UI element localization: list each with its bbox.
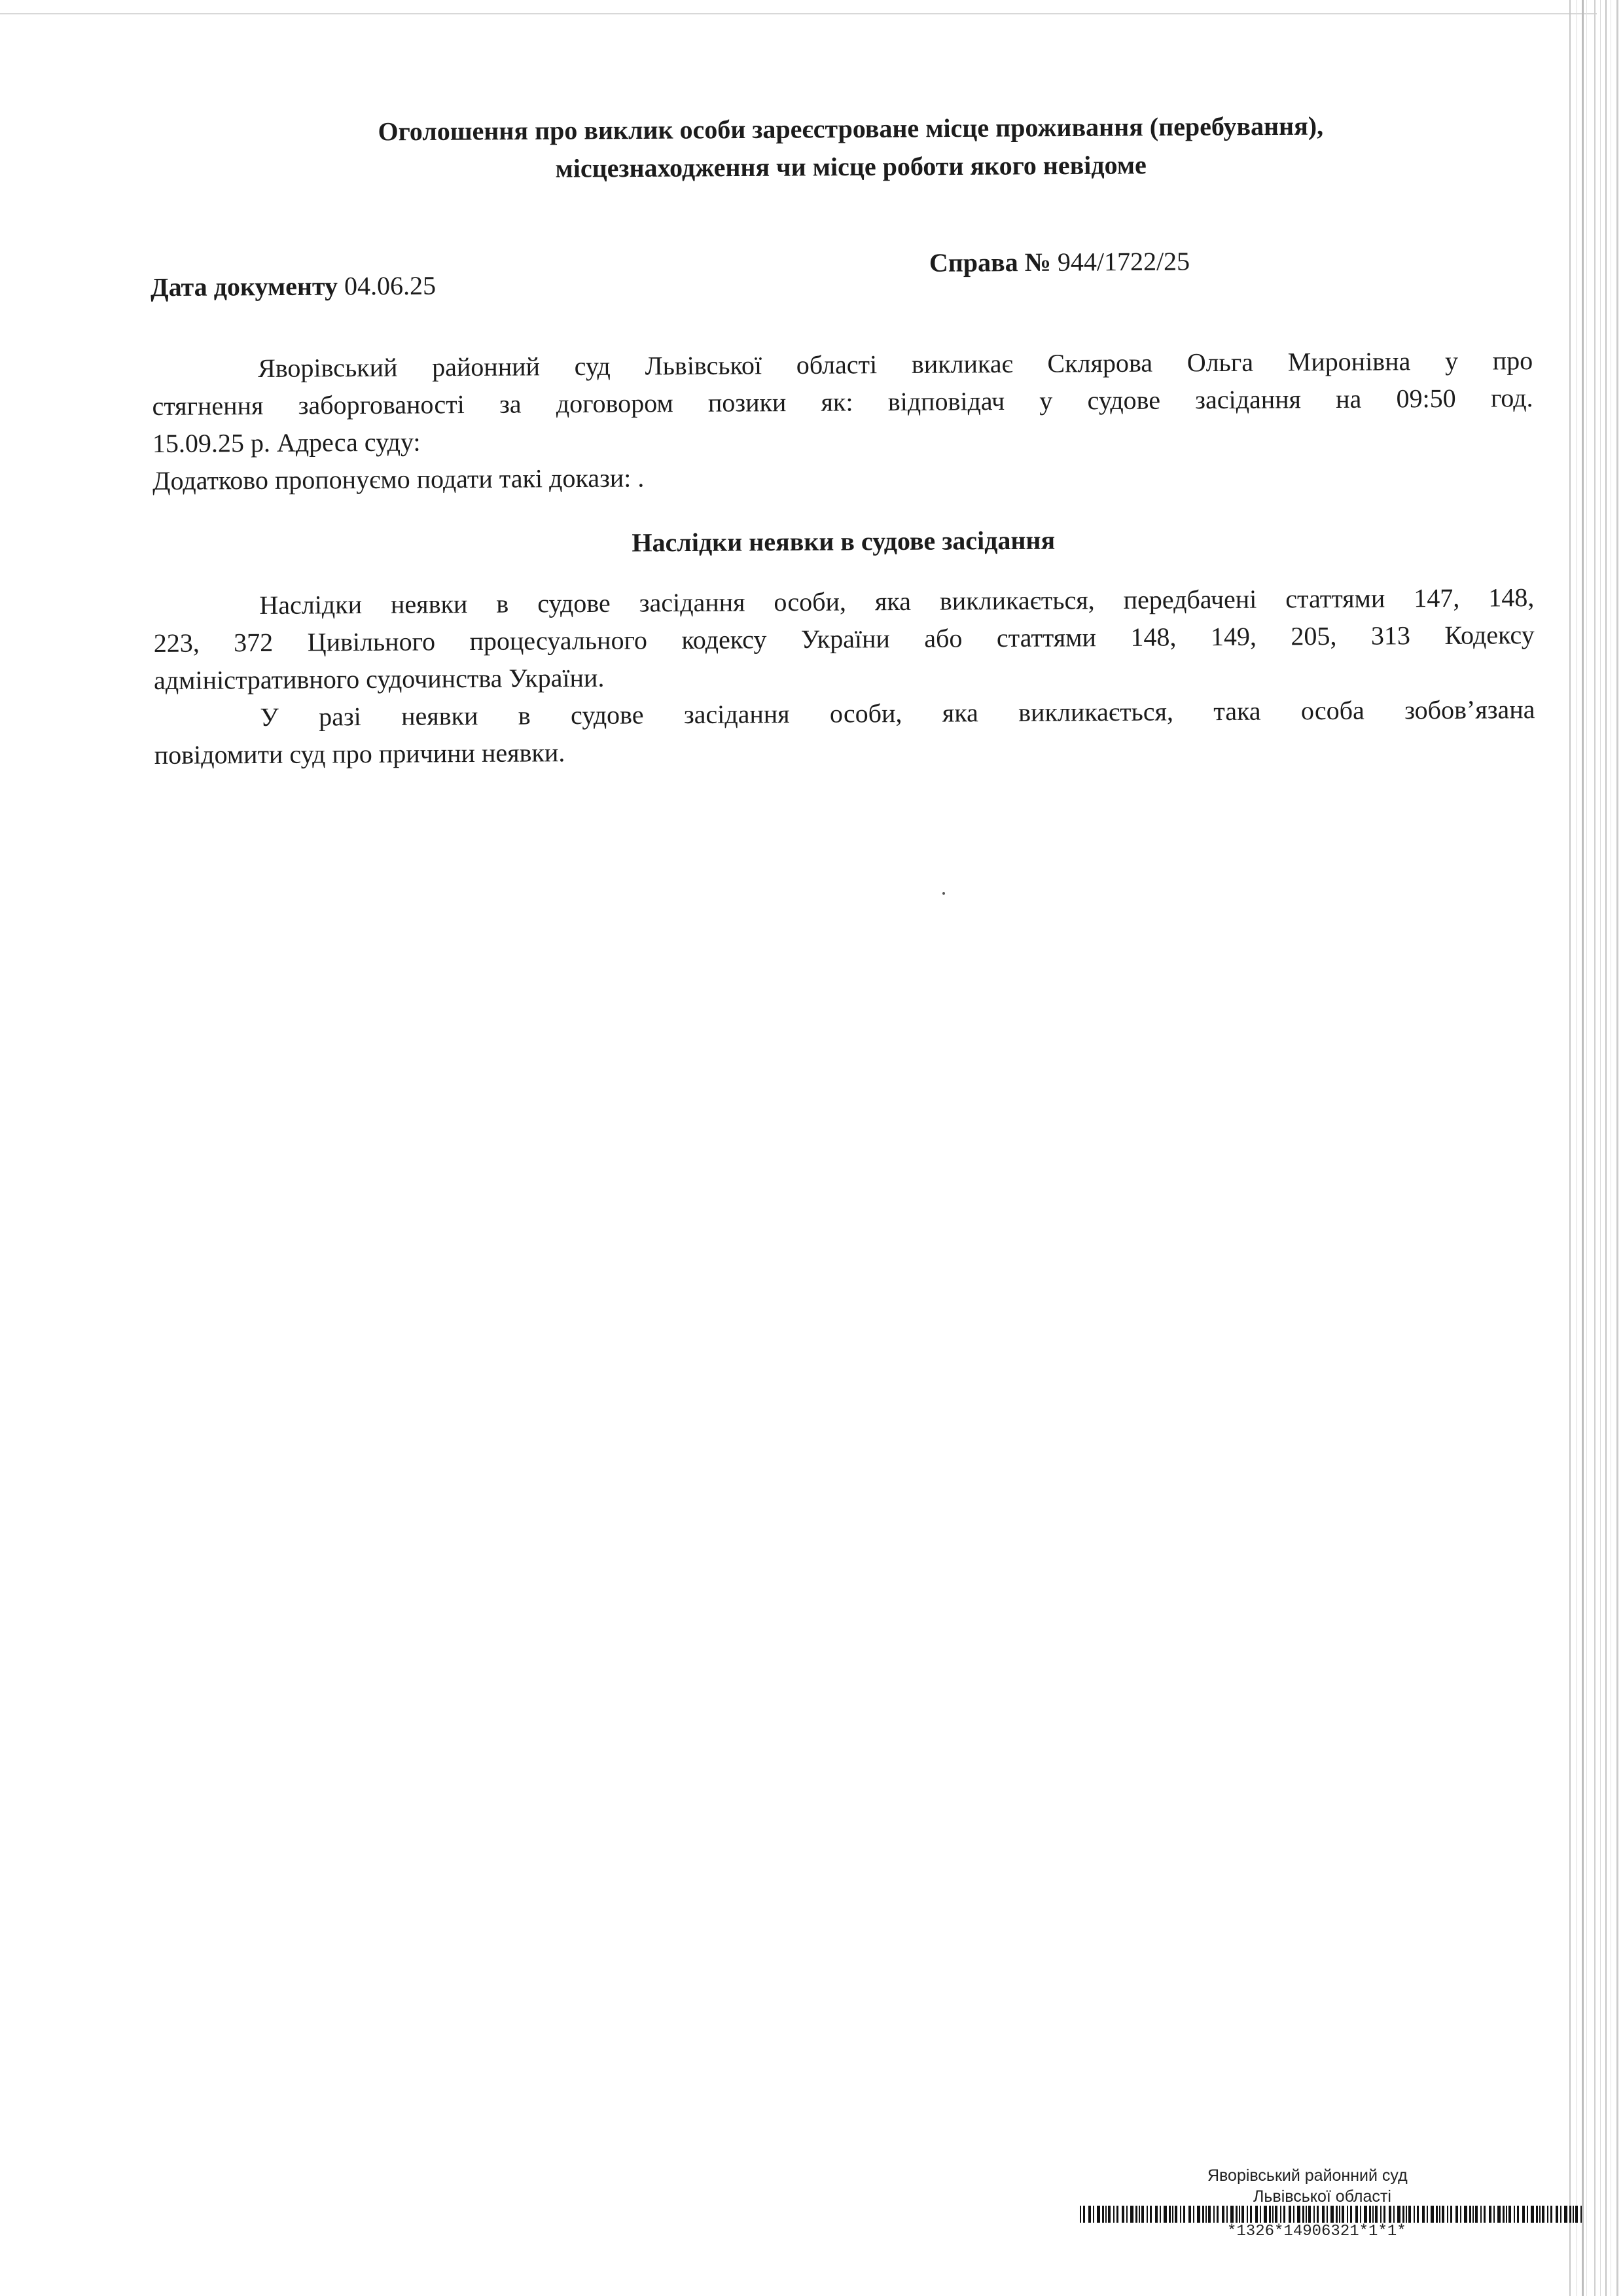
barcode-bar xyxy=(1517,2206,1519,2223)
barcode-bar xyxy=(1336,2206,1338,2223)
barcode-bar xyxy=(1364,2206,1367,2223)
date-label: Дата документу xyxy=(150,271,338,302)
barcode-bar xyxy=(1506,2206,1507,2223)
barcode-bar xyxy=(1230,2206,1234,2223)
barcode-bar xyxy=(1260,2206,1261,2223)
paragraph-3-line-3: адміністративного судочинства України. xyxy=(153,662,605,695)
case-label: Справа № xyxy=(929,247,1052,278)
barcode-bar xyxy=(1139,2206,1140,2223)
date-value: 04.06.25 xyxy=(344,270,437,301)
barcode-bar xyxy=(1369,2206,1371,2223)
barcode-bar xyxy=(1197,2206,1200,2223)
barcode-bar xyxy=(1280,2206,1281,2223)
barcode-bar xyxy=(1542,2206,1544,2223)
barcode-bar xyxy=(1306,2206,1307,2223)
barcode-bar xyxy=(1464,2206,1467,2223)
barcode-bar xyxy=(1406,2206,1407,2223)
barcode-bar xyxy=(1102,2206,1104,2223)
scan-streak xyxy=(1569,0,1571,2296)
barcode-bar xyxy=(1560,2206,1561,2223)
scan-streak xyxy=(1582,0,1584,2296)
barcode-bar xyxy=(1193,2206,1194,2223)
barcode-bar xyxy=(1308,2206,1311,2223)
barcode-bar xyxy=(1493,2206,1495,2223)
title-line-1: Оголошення про виклик особи зареєстроване місце проживання (перебування), xyxy=(378,111,1324,147)
stamp-region: Львівської області xyxy=(1253,2187,1391,2206)
paragraph-1-line-1: Яворівський районний суд Львівської області викликає Склярова Ольга Миронівна у про xyxy=(258,346,1533,384)
paragraph-2: Додатково пропонуємо подати такі докази: . xyxy=(152,463,645,495)
barcode-bar xyxy=(1455,2206,1458,2223)
case-value: 944/1722/25 xyxy=(1057,246,1190,277)
barcode-bar xyxy=(1372,2206,1374,2223)
barcode-bar xyxy=(1175,2206,1177,2223)
document-date xyxy=(151,270,436,303)
barcode-bar xyxy=(1283,2206,1285,2223)
document-title xyxy=(157,106,1545,190)
barcode-bar xyxy=(1484,2206,1486,2223)
scan-streak xyxy=(1616,0,1618,2296)
barcode-bar xyxy=(1460,2206,1461,2223)
barcode-bar xyxy=(1330,2206,1334,2223)
barcode-bar xyxy=(1169,2206,1171,2223)
barcode-bar xyxy=(1313,2206,1315,2223)
case-number xyxy=(929,245,1190,278)
barcode-bar xyxy=(1375,2206,1378,2223)
barcode-bar xyxy=(1302,2206,1304,2223)
scan-streak xyxy=(1586,0,1587,2296)
barcode-bar xyxy=(1355,2206,1358,2223)
barcode-bar xyxy=(1264,2206,1267,2223)
paragraph-4-line-2: повідомити суд про причини неявки. xyxy=(154,738,565,770)
scan-speck xyxy=(942,892,945,895)
barcode-bar xyxy=(1088,2206,1091,2223)
barcode-bar xyxy=(1322,2206,1325,2223)
barcode-bar xyxy=(1442,2206,1444,2223)
barcode-bar xyxy=(1275,2206,1277,2223)
barcode-bar xyxy=(1130,2206,1133,2223)
barcode-bar xyxy=(1241,2206,1244,2223)
barcode-bar xyxy=(1113,2206,1115,2223)
barcode-bar xyxy=(1447,2206,1448,2223)
barcode-bar xyxy=(1205,2206,1207,2223)
barcode-bar xyxy=(1536,2206,1538,2223)
paragraph-1-line-2: стягнення заборгованості за договором позики як: відповідач у судове засідання на 09:50 год. xyxy=(152,383,1533,421)
barcode-bar xyxy=(1236,2206,1238,2223)
barcode-bar xyxy=(1450,2206,1452,2223)
barcode-bar xyxy=(1183,2206,1185,2223)
barcode-bar xyxy=(1083,2206,1085,2223)
barcode-bar xyxy=(1547,2206,1548,2223)
barcode-bar xyxy=(1527,2206,1528,2223)
barcode-bar xyxy=(1116,2206,1118,2223)
barcode-bar xyxy=(1508,2206,1511,2223)
barcode-bar xyxy=(1480,2206,1482,2223)
barcode-bar xyxy=(1188,2206,1191,2223)
barcode-bar xyxy=(1342,2206,1344,2223)
barcode-bar xyxy=(1097,2206,1100,2223)
barcode-bar xyxy=(1417,2206,1419,2223)
barcode-bar xyxy=(1135,2206,1137,2223)
barcode-bar xyxy=(1272,2206,1274,2223)
barcode xyxy=(1080,2206,1584,2223)
barcode-bar xyxy=(1556,2206,1558,2223)
barcode-bar xyxy=(1472,2206,1474,2223)
barcode-bar xyxy=(1239,2206,1240,2223)
barcode-bar xyxy=(1380,2206,1382,2223)
barcode-bar xyxy=(1222,2206,1224,2223)
barcode-bar xyxy=(1172,2206,1173,2223)
barcode-bar xyxy=(1293,2206,1294,2223)
scan-streak xyxy=(1594,0,1596,2296)
barcode-bar xyxy=(1422,2206,1425,2223)
paragraph-3-line-2: 223, 372 Цивільного процесуального кодексу України або статтями 148, 149, 205, 313 Кодексу xyxy=(153,620,1535,658)
barcode-bar xyxy=(1122,2206,1124,2223)
document-meta xyxy=(151,245,1263,304)
section-heading: Наслідки неявки в судове засідання xyxy=(632,525,1056,558)
barcode-bar xyxy=(1147,2206,1148,2223)
barcode-bar xyxy=(1569,2206,1571,2223)
barcode-bar xyxy=(1389,2206,1391,2223)
barcode-bar xyxy=(1208,2206,1211,2223)
barcode-bar xyxy=(1575,2206,1578,2223)
barcode-bar xyxy=(1414,2206,1415,2223)
barcode-bar xyxy=(1408,2206,1411,2223)
barcode-number: *1326*14906321*1*1* xyxy=(1227,2223,1406,2240)
barcode-bar xyxy=(1202,2206,1204,2223)
barcode-bar xyxy=(1431,2206,1434,2223)
barcode-bar xyxy=(1289,2206,1291,2223)
barcode-bar xyxy=(1255,2206,1258,2223)
barcode-bar xyxy=(1347,2206,1348,2223)
barcode-bar xyxy=(1489,2206,1491,2223)
barcode-bar xyxy=(1141,2206,1144,2223)
barcode-bar xyxy=(1522,2206,1525,2223)
barcode-bar xyxy=(1080,2206,1081,2223)
barcode-bar xyxy=(1180,2206,1181,2223)
barcode-bar xyxy=(1397,2206,1400,2223)
barcode-bar xyxy=(1393,2206,1395,2223)
scan-streak xyxy=(1605,0,1607,2296)
barcode-bar xyxy=(1497,2206,1501,2223)
barcode-bar xyxy=(1436,2206,1438,2223)
barcode-bar xyxy=(1108,2206,1111,2223)
barcode-bar xyxy=(1269,2206,1271,2223)
barcode-bar xyxy=(1503,2206,1505,2223)
barcode-bar xyxy=(1427,2206,1428,2223)
barcode-bar xyxy=(1160,2206,1161,2223)
barcode-bar xyxy=(1327,2206,1328,2223)
barcode-bar xyxy=(1402,2206,1404,2223)
barcode-bar xyxy=(1126,2206,1128,2223)
barcode-bar xyxy=(1226,2206,1228,2223)
paragraph-3-line-1: Наслідки неявки в судове засідання особи, яка викликається, передбачені статтями 147, 148, xyxy=(259,583,1535,620)
barcode-bar xyxy=(1514,2206,1515,2223)
barcode-bar xyxy=(1164,2206,1167,2223)
barcode-bar xyxy=(1297,2206,1300,2223)
barcode-bar xyxy=(1093,2206,1094,2223)
scan-edge-artifact xyxy=(1564,0,1623,2296)
barcode-bar xyxy=(1469,2206,1471,2223)
barcode-bar xyxy=(1247,2206,1248,2223)
barcode-bar xyxy=(1573,2206,1574,2223)
barcode-bar xyxy=(1105,2206,1107,2223)
barcode-bar xyxy=(1383,2206,1385,2223)
barcode-bar xyxy=(1155,2206,1158,2223)
stamp-court-name: Яворівський районний суд xyxy=(1207,2166,1408,2185)
paragraph-1-line-3: 15.09.25 р. Адреса суду: xyxy=(152,427,421,458)
barcode-bar xyxy=(1317,2206,1319,2223)
barcode-bar xyxy=(1564,2206,1567,2223)
barcode-bar xyxy=(1539,2206,1541,2223)
barcode-bar xyxy=(1350,2206,1352,2223)
barcode-bar xyxy=(1475,2206,1478,2223)
barcode-bar xyxy=(1217,2206,1219,2223)
barcode-bar xyxy=(1150,2206,1152,2223)
barcode-bar xyxy=(1339,2206,1340,2223)
barcode-bar xyxy=(1213,2206,1215,2223)
document-body xyxy=(152,342,1535,774)
scan-top-rule xyxy=(0,13,1597,14)
barcode-bar xyxy=(1439,2206,1440,2223)
paragraph-4-line-1: У разі неявки в судове засідання особи, яка викликається, така особа зобов’язана xyxy=(260,694,1535,732)
barcode-bar xyxy=(1580,2206,1582,2223)
title-line-2: місцезнаходження чи місце роботи якого невідоме xyxy=(555,150,1147,183)
barcode-bar xyxy=(1360,2206,1361,2223)
barcode-bar xyxy=(1250,2206,1252,2223)
barcode-bar xyxy=(1531,2206,1534,2223)
barcode-bar xyxy=(1550,2206,1552,2223)
scan-streak xyxy=(1600,0,1601,2296)
